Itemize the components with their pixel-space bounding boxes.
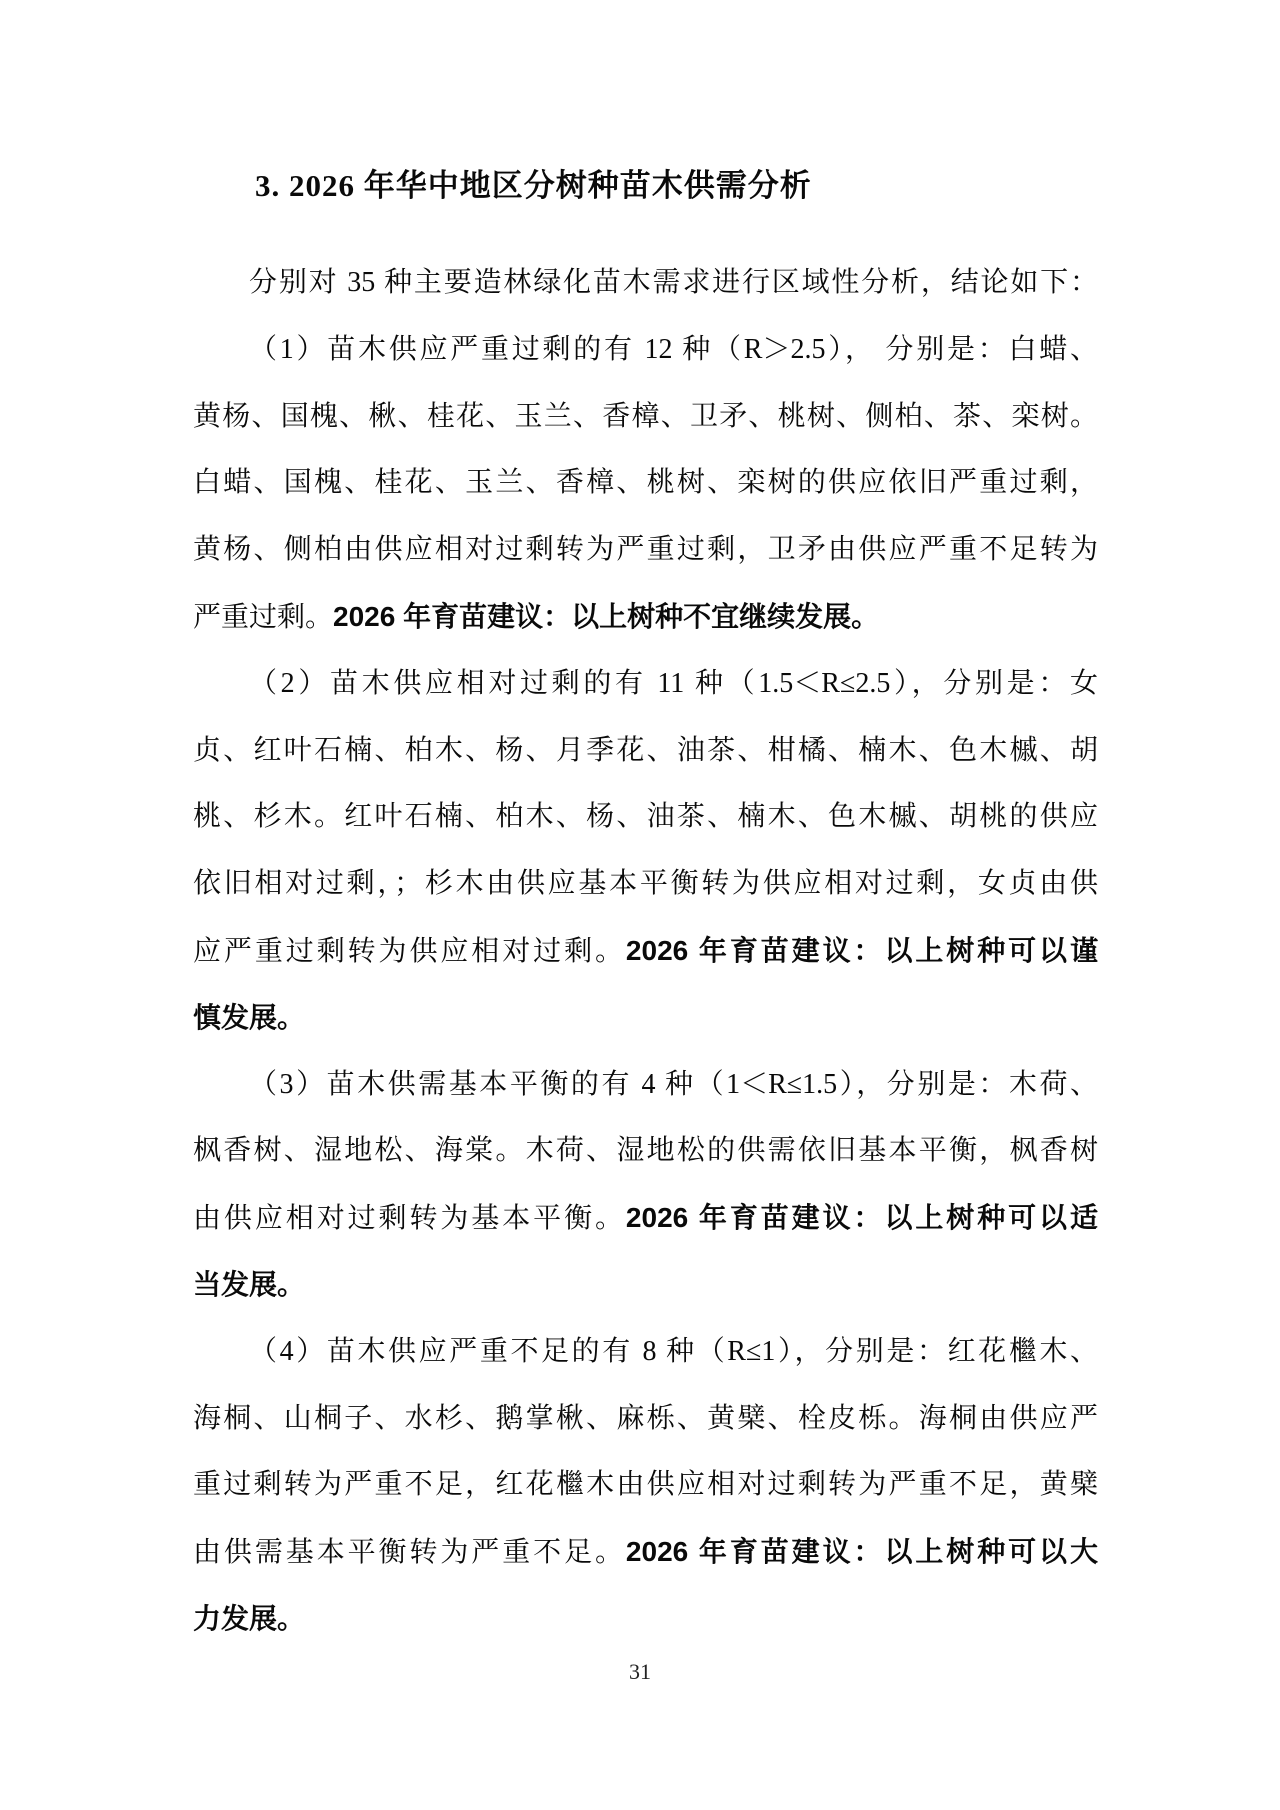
body-text: 由供需基本平衡转为严重不足。 — [193, 1537, 626, 1569]
text-line — [193, 1118, 1098, 1185]
text-line — [193, 384, 1098, 451]
text-line — [193, 450, 1098, 517]
body-text: 白蜡、国槐、桂花、玉兰、香樟、桃树、栾树的供应依旧严重过剩， — [193, 467, 1098, 499]
body-text: （4）苗木供应严重不足的有 8 种（R≤1），分别是：红花檵木、 — [249, 1335, 1098, 1367]
body-text: 依旧相对过剩，；杉木由供应基本平衡转为供应相对过剩，女贞由供 — [193, 868, 1098, 900]
page-number: 31 — [629, 1659, 651, 1684]
text-line — [193, 1519, 1098, 1586]
body-text: 贞、红叶石楠、柏木、杨、月季花、油茶、柑橘、楠木、色木槭、胡 — [193, 734, 1098, 766]
body-text: 应严重过剩转为供应相对过剩。 — [193, 935, 626, 967]
emphasis-text: 慎发展。 — [193, 1001, 306, 1033]
text-line — [193, 851, 1098, 918]
document-body — [193, 250, 1098, 1653]
emphasis-text: 2026 年育苗建议：以上树种不宜继续发展。 — [333, 600, 880, 632]
body-text: 由供应相对过剩转为基本平衡。 — [193, 1203, 626, 1235]
text-line — [193, 918, 1098, 985]
body-text: 枫香树、湿地松、海棠。木荷、湿地松的供需依旧基本平衡，枫香树 — [193, 1135, 1098, 1167]
text-line — [193, 317, 1098, 384]
text-line — [193, 651, 1098, 718]
body-text: 黄杨、侧柏由供应相对过剩转为严重过剩，卫矛由供应严重不足转为 — [193, 534, 1098, 566]
emphasis-text: 2026 年育苗建议：以上树种可以适 — [625, 1202, 1098, 1234]
text-line — [193, 1386, 1098, 1453]
text-line — [193, 1586, 1098, 1653]
text-line — [193, 517, 1098, 584]
text-line — [193, 718, 1098, 785]
body-text: 桃、杉木。红叶石楠、柏木、杨、油茶、楠木、色木槭、胡桃的供应 — [193, 801, 1098, 833]
body-text: 黄杨、国槐、楸、桂花、玉兰、香樟、卫矛、桃树、侧柏、茶、栾树。 — [193, 400, 1098, 432]
body-text: 海桐、山桐子、水杉、鹅掌楸、麻栎、黄檗、栓皮栎。海桐由供应严 — [193, 1402, 1098, 1434]
text-line — [193, 1185, 1098, 1252]
body-text: 分别对 35 种主要造林绿化苗木需求进行区域性分析，结论如下： — [249, 267, 1098, 298]
section-heading: 3. 2026 年华中地区分树种苗木供需分析 — [255, 168, 812, 203]
body-text: （1）苗木供应严重过剩的有 12 种（R＞2.5）， 分别是：白蜡、 — [249, 333, 1098, 365]
body-text: （3）苗木供需基本平衡的有 4 种（1＜R≤1.5），分别是：木荷、 — [249, 1068, 1098, 1100]
body-text: 重过剩转为严重不足，红花檵木由供应相对过剩转为严重不足，黄檗 — [193, 1469, 1098, 1501]
body-text: 严重过剩。 — [193, 601, 334, 633]
emphasis-text: 力发展。 — [193, 1602, 306, 1634]
text-line — [193, 1319, 1098, 1386]
text-line — [193, 784, 1098, 851]
text-line — [193, 1252, 1098, 1319]
body-text: （2）苗木供应相对过剩的有 11 种（1.5＜R≤2.5），分别是：女 — [249, 667, 1098, 699]
emphasis-text: 当发展。 — [193, 1268, 306, 1300]
text-line — [193, 1052, 1098, 1119]
text-line — [193, 985, 1098, 1052]
text-line — [193, 584, 1098, 651]
emphasis-text: 2026 年育苗建议：以上树种可以谨 — [625, 934, 1098, 966]
text-line — [193, 1452, 1098, 1519]
text-line — [193, 250, 1098, 317]
emphasis-text: 2026 年育苗建议：以上树种可以大 — [625, 1536, 1098, 1568]
